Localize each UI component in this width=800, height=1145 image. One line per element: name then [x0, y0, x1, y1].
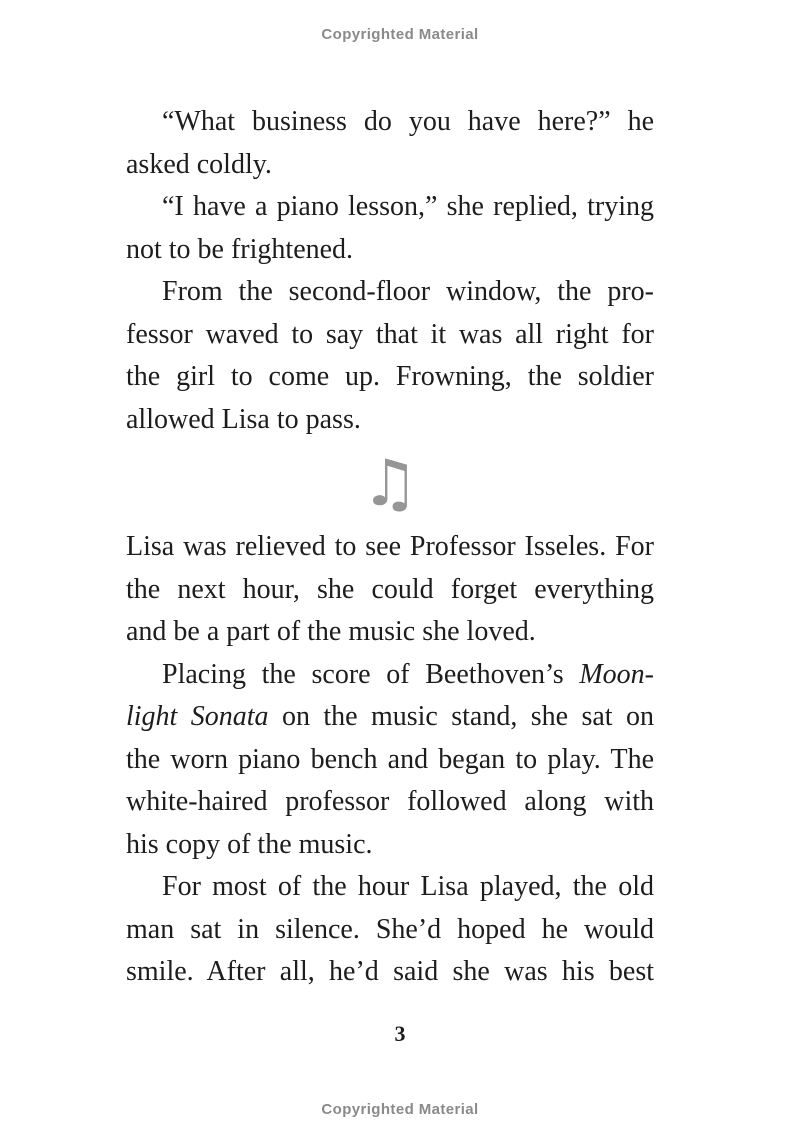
text-line [126, 271, 654, 314]
body-text-segment: smile. After all, he’d said she was his best [126, 956, 654, 987]
page-number: 3 [394, 1021, 406, 1046]
paragraph-1 [126, 101, 654, 186]
paragraph-3 [126, 271, 654, 441]
text-line [126, 356, 654, 399]
body-text-segment: his copy of the music. [126, 828, 373, 860]
text-line [126, 186, 654, 229]
body-text-segment: Lisa was relieved to see Professor Isseles. For [126, 531, 654, 562]
body-text-segment: asked coldly. [126, 148, 272, 180]
body-text-segment: man sat in silence. She’d hoped he would [126, 913, 654, 945]
body-text-segment: allowed Lisa to pass. [126, 403, 361, 435]
copyright-notice-bottom: Copyrighted Material [321, 1101, 479, 1118]
text-line [126, 781, 654, 824]
paragraph-6 [126, 654, 654, 867]
text-line [126, 101, 654, 144]
body-text-segment: For most of the hour Lisa played, the old [162, 871, 654, 902]
body-text-segment: on the music stand, she sat on [268, 701, 654, 732]
body-text-segment: fessor waved to say that it was all right for [126, 318, 654, 350]
text-line [126, 526, 654, 569]
body-text-segment: the girl to come up. Frowning, the soldier [126, 361, 654, 392]
text-line [126, 144, 654, 187]
beamed-music-notes-icon: ♫ [361, 446, 419, 521]
body-text-segment: white-haired professor followed along with [126, 786, 654, 817]
paragraph-2 [126, 186, 654, 271]
body-text-segment: not to be frightened. [126, 233, 354, 265]
italic-text: Moon- [579, 658, 654, 690]
italic-text: light Sonata [126, 701, 269, 732]
body-text-segment: and be a part of the music she loved. [126, 616, 536, 647]
body-text-segment: Placing the score of Beethoven’s [162, 658, 580, 690]
body-text-segment: the next hour, she could forget everything [126, 573, 654, 605]
text-line [126, 909, 654, 952]
text-line [126, 951, 654, 994]
body-text-segment: “I have a piano lesson,” she replied, trying [162, 191, 654, 222]
text-line [126, 866, 654, 909]
text-line [126, 611, 654, 654]
text-line [126, 654, 654, 697]
body-text-segment: From the second-floor window, the pro- [162, 276, 654, 307]
body-text-segment: “What business do you have here?” he [162, 106, 654, 137]
paragraph-7 [126, 866, 654, 994]
copyright-notice-top: Copyrighted Material [321, 26, 479, 43]
body-text [126, 101, 654, 994]
text-line [126, 314, 654, 357]
text-line [126, 696, 654, 739]
text-line [126, 569, 654, 612]
text-line [126, 229, 654, 272]
paragraph-5 [126, 526, 654, 654]
text-line [126, 739, 654, 782]
text-line [126, 824, 654, 867]
text-line [126, 399, 654, 442]
body-text-segment: the worn piano bench and began to play. The [126, 743, 654, 775]
